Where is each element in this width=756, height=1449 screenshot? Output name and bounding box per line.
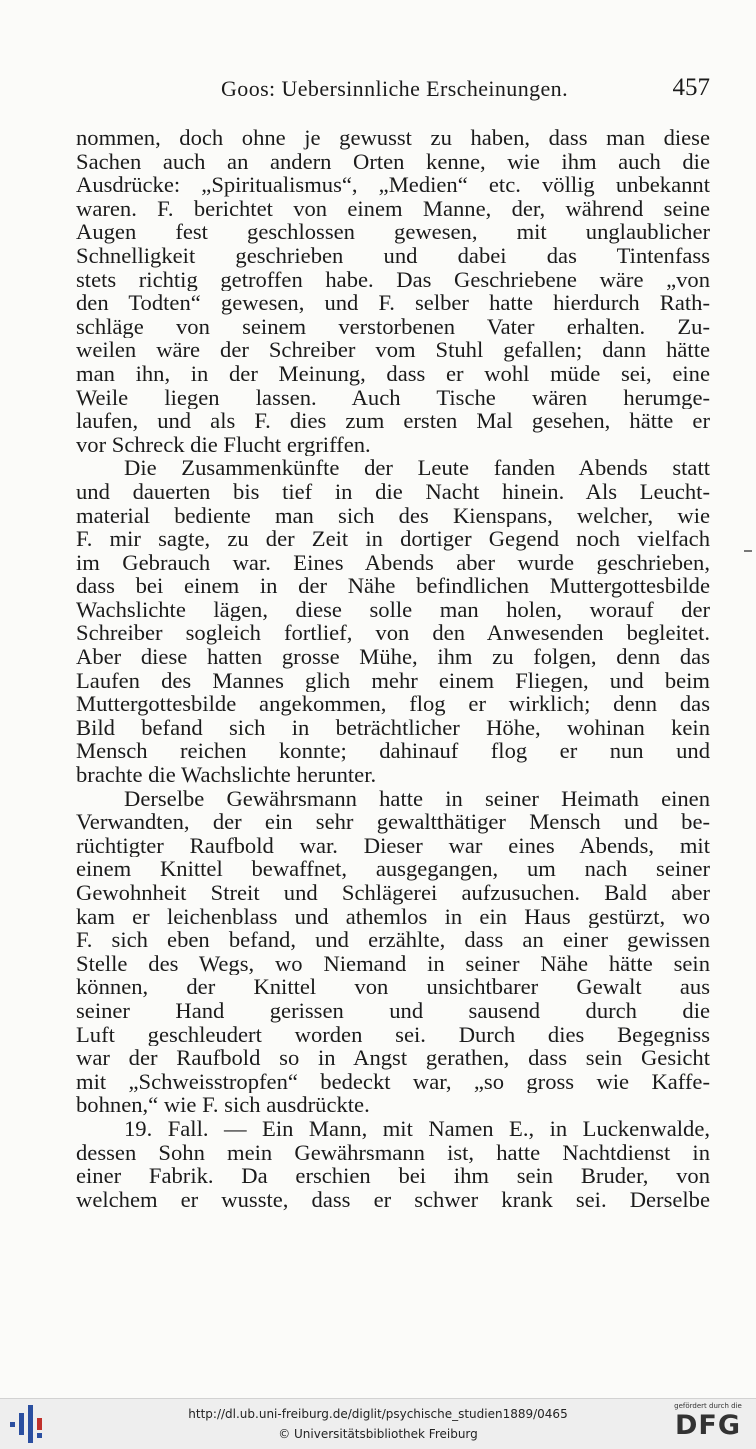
text-line: Verwandten, der ein sehr gewaltthätiger Mensch und be- xyxy=(76,810,710,834)
text-line: brachte die Wachslichte herunter. xyxy=(76,763,377,787)
text-line: Laufen des Mannes glich mehr einem Fliegen, und beim xyxy=(76,668,710,693)
page-header xyxy=(76,72,712,106)
text-line: dass bei einem in der Nähe befindlichen Muttergottesbilde xyxy=(76,574,710,598)
text-line: material bediente man sich des Kienspans, welcher, wie xyxy=(76,503,710,528)
text-line: Mensch reichen konnte; dahinauf flog er nun und xyxy=(76,739,710,764)
text-line: rüchtigter Raufbold war. Dieser war eines Abends, mit xyxy=(76,833,710,858)
text-line: Sachen auch an andern Orten kenne, wie ihm auch die xyxy=(76,149,710,174)
running-title: Goos: Uebersinnliche Erscheinungen. xyxy=(221,76,568,101)
text-line: war der Raufbold so in Angst gerathen, dass sein Gesicht xyxy=(76,1046,710,1070)
footer-copyright: © Universitätsbibliothek Freiburg xyxy=(278,1427,478,1441)
margin-mark xyxy=(744,550,752,552)
text-line: Muttergottesbilde angekommen, flog er wirklich; denn das xyxy=(76,692,710,716)
text-line: F. mir sagte, zu der Zeit in dortiger Gegend noch vielfach xyxy=(76,527,710,551)
text-line: Stelle des Wegs, wo Niemand in seiner Nähe hätte sein xyxy=(76,951,710,976)
text-line: Weile liegen lassen. Auch Tische wären herumge- xyxy=(76,385,710,410)
text-line: seiner Hand gerissen und sausend durch die xyxy=(76,998,710,1023)
text-line: Luft geschleudert worden sei. Durch dies Begegniss xyxy=(76,1022,710,1047)
text-line: vor Schreck die Flucht ergriffen. xyxy=(76,432,371,457)
text-line: einem Knittel bewaffnet, ausgegangen, um nach seiner xyxy=(76,857,710,881)
text-line: können, der Knittel von unsichtbarer Gewalt aus xyxy=(76,975,710,999)
text-line: Aber diese hatten grosse Mühe, ihm zu folgen, denn das xyxy=(76,645,710,669)
text-line: 19. Fall. — Ein Mann, mit Namen E., in Luckenwalde, xyxy=(124,1116,710,1141)
text-line: dessen Sohn mein Gewährsmann ist, hatte Nachtdienst in xyxy=(76,1140,710,1165)
page-number: 457 xyxy=(672,74,710,101)
text-line: schläge von seinem verstorbenen Vater erhalten. Zu- xyxy=(76,314,710,339)
dfg-caption: gefördert durch die xyxy=(674,1402,742,1410)
footer-bar xyxy=(0,1398,756,1449)
text-line: Gewohnheit Streit und Schlägerei aufzusuchen. Bald aber xyxy=(76,881,710,905)
dfg-logo-text: DFG xyxy=(674,1410,742,1441)
text-line: Ausdrücke: „Spiritualismus“, „Medien“ etc. völlig unbekannt xyxy=(76,173,710,197)
text-line: Die Zusammenkünfte der Leute fanden Abends statt xyxy=(124,456,710,480)
text-line: Derselbe Gewährsmann hatte in seiner Heimath einen xyxy=(124,786,710,811)
text-line: kam er leichenblass und athemlos in ein Haus gestürzt, wo xyxy=(76,904,710,929)
text-line: Augen fest geschlossen gewesen, mit unglaublicher xyxy=(76,220,710,244)
text-line: laufen, und als F. dies zum ersten Mal gesehen, hätte er xyxy=(76,409,710,433)
text-line: einer Fabrik. Da erschien bei ihm sein Bruder, von xyxy=(76,1164,710,1188)
body-text xyxy=(76,126,710,1211)
text-line: Wachslichte lägen, diese solle man holen, worauf der xyxy=(76,597,710,622)
text-line: F. sich eben befand, und erzählte, dass an einer gewissen xyxy=(76,928,710,952)
text-line: stets richtig getroffen habe. Das Geschriebene wäre „von xyxy=(76,267,710,292)
text-line: Schnelligkeit geschrieben und dabei das Tintenfass xyxy=(76,243,710,268)
text-line: Bild befand sich in beträchtlicher Höhe, wohinan kein xyxy=(76,715,710,740)
text-line: Schreiber sogleich fortlief, von den Anwesenden begleitet. xyxy=(76,621,710,646)
text-line: mit „Schweisstropfen“ bedeckt war, „so gross wie Kaffe- xyxy=(76,1069,710,1094)
text-line: welchem er wusste, dass er schwer krank sei. Derselbe xyxy=(76,1187,710,1212)
text-line: weilen wäre der Schreiber vom Stuhl gefallen; dann hätte xyxy=(76,338,710,362)
text-line: und dauerten bis tief in die Nacht hinein. Als Leucht- xyxy=(76,479,710,504)
text-line: nommen, doch ohne je gewusst zu haben, dass man diese xyxy=(76,126,710,150)
footer-url-link[interactable]: http://dl.ub.uni-freiburg.de/diglit/psychische_studien1889/0465 xyxy=(188,1407,568,1421)
dfg-logo xyxy=(668,1402,748,1446)
text-line: den Todten“ gewesen, und F. selber hatte hierdurch Rath- xyxy=(76,291,710,315)
text-line: man ihn, in der Meinung, dass er wohl müde sei, eine xyxy=(76,361,710,386)
text-line: bohnen,“ wie F. sich ausdrückte. xyxy=(76,1093,370,1117)
text-line: waren. F. berichtet von einem Manne, der, während seine xyxy=(76,196,710,221)
text-line: im Gebrauch war. Eines Abends aber wurde geschrieben, xyxy=(76,550,710,575)
